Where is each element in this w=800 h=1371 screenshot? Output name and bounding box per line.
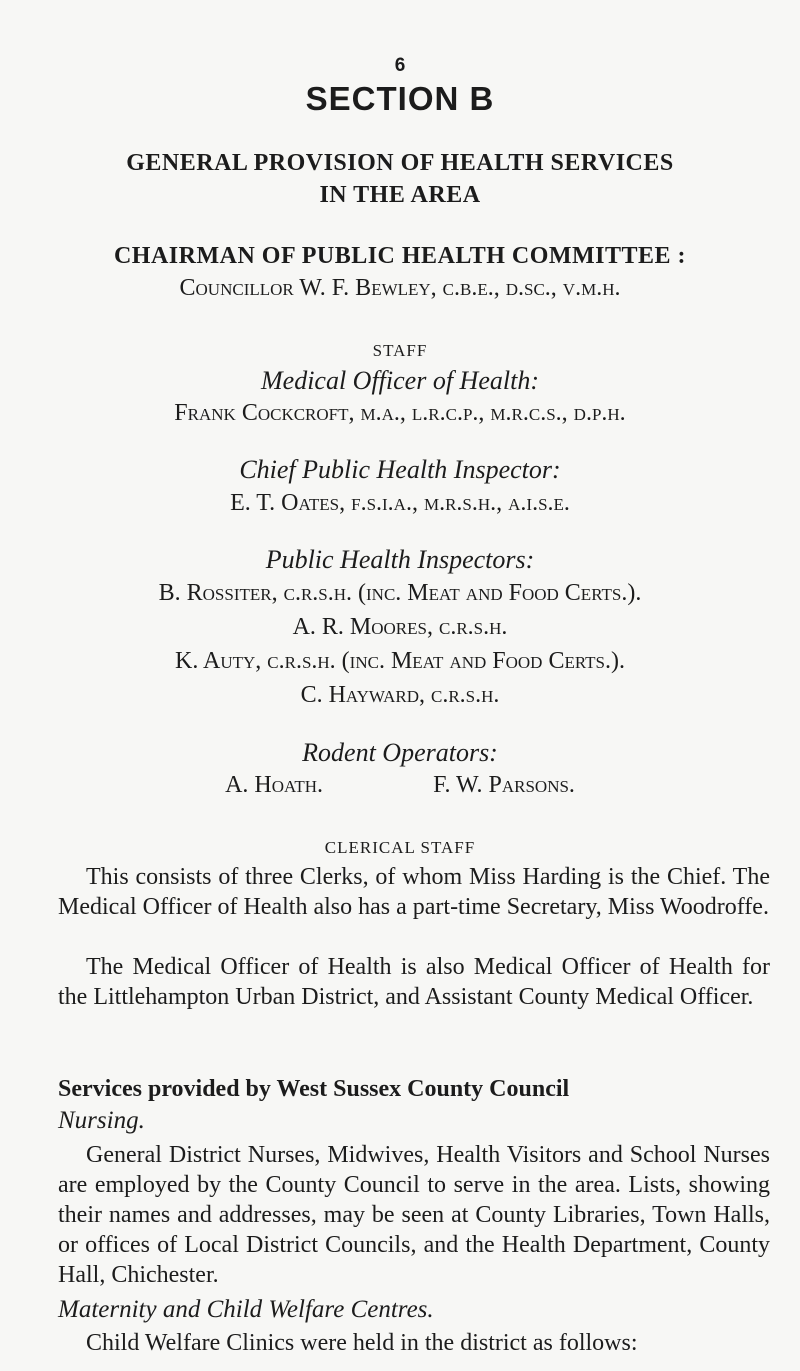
phi-name: B. Rossiter, c.r.s.h. (inc. Meat and Food Certs.). xyxy=(158,580,642,606)
cphi-role: Chief Public Health Inspector: xyxy=(239,455,561,484)
main-heading-line1: GENERAL PROVISION OF HEALTH SERVICES xyxy=(126,150,674,176)
rodent-name: A. Hoath. xyxy=(225,772,324,798)
rodent-names xyxy=(0,772,800,799)
clerical-paragraph-1: This consists of three Clerks, of whom Miss Harding is the Chief. The Medical Officer of Health also has a part-time Secretary, Miss Woodroffe. xyxy=(58,864,770,920)
phi-name: A. R. Moores, c.r.s.h. xyxy=(292,614,508,640)
nursing-title: Nursing. xyxy=(58,1107,145,1134)
services-heading: Services provided by West Sussex County Council xyxy=(58,1076,570,1102)
chairman-name: Councillor W. F. Bewley, c.b.e., d.sc., v.m.h. xyxy=(179,275,621,301)
nursing-paragraph: General District Nurses, Midwives, Health Visitors and School Nurses are employed by the County Council to serve in the area. Lists, showing their names and addresses, may be seen at County Libraries, Town Halls, or offices of Local District Councils, and the Health Department, County Hall, Chichester. xyxy=(58,1142,770,1288)
phi-name: C. Hayward, c.r.s.h. xyxy=(300,682,500,708)
page-number: 6 xyxy=(394,55,406,76)
section-title: SECTION B xyxy=(305,80,495,117)
phi-role: Public Health Inspectors: xyxy=(265,545,535,574)
rodent-name: F. W. Parsons. xyxy=(433,772,575,798)
phi-name: K. Auty, c.r.s.h. (inc. Meat and Food Certs.). xyxy=(174,648,625,674)
staff-heading: STAFF xyxy=(372,341,428,360)
rodent-role: Rodent Operators: xyxy=(302,738,498,767)
moh-name: Frank Cockcroft, m.a., l.r.c.p., m.r.c.s., d.p.h. xyxy=(174,400,626,426)
main-heading-line2: IN THE AREA xyxy=(319,182,481,208)
maternity-title: Maternity and Child Welfare Centres. xyxy=(58,1296,434,1323)
chairman-heading: CHAIRMAN OF PUBLIC HEALTH COMMITTEE : xyxy=(113,243,687,269)
clerical-heading: CLERICAL STAFF xyxy=(324,838,476,857)
cphi-name: E. T. Oates, f.s.i.a., m.r.s.h., a.i.s.e. xyxy=(230,490,570,516)
clerical-paragraph-2: The Medical Officer of Health is also Medical Officer of Health for the Littlehampton Urban District, and Assistant County Medical Officer. xyxy=(58,954,770,1010)
maternity-paragraph: Child Welfare Clinics were held in the district as follows: xyxy=(86,1330,638,1356)
moh-role: Medical Officer of Health: xyxy=(261,366,539,395)
